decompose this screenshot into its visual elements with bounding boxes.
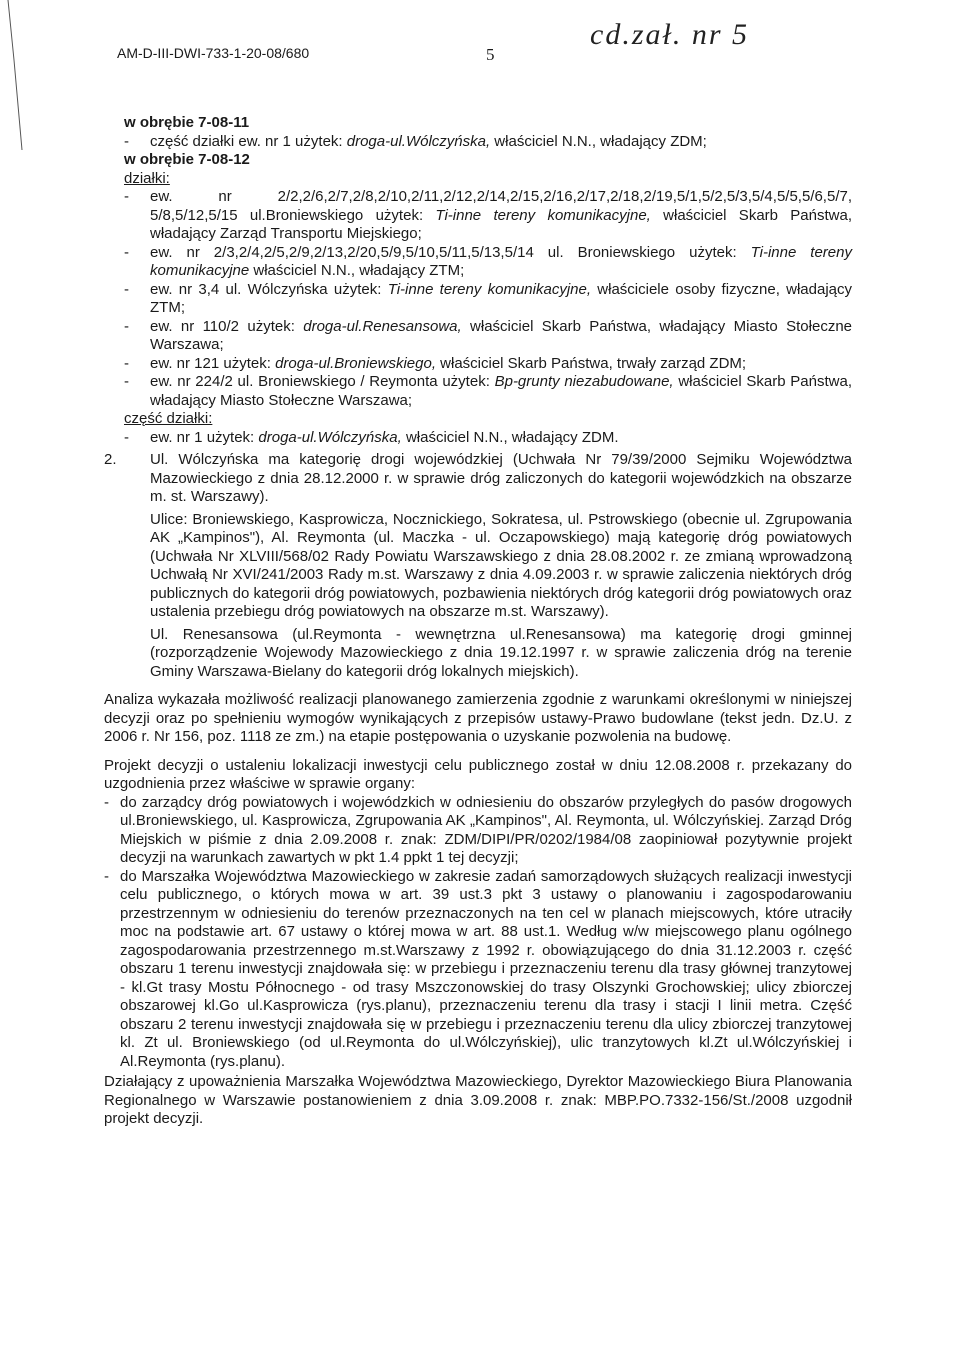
final-paragraph: Działający z upoważnienia Marszałka Województwa Mazowieckiego, Dyrektor Mazowieckiego Biura Planowania Regionalnego w Warszawie postanowieniem z dnia 3.09.2008 r. znak: MBP.PO.7332-156/St./2008 uzgodnił projekt decyzji. <box>104 1073 852 1127</box>
projekt-intro: Projekt decyzji o ustaleniu lokalizacji inwestycji celu publicznego został w dniu 12.08.2008 r. przekazany do uzgodnienia przez właściwe w sprawie organy: <box>104 756 852 792</box>
point-number: 2. <box>104 451 117 468</box>
document-reference: AM-D-III-DWI-733-1-20-08/680 <box>117 45 310 61</box>
list-item: - ew. nr 2/3,2/4,2/5,2/9,2/13,2/20,5/9,5/10,5/11,5/13,5/14 ul. Broniewskiego użytek: Ti-inne tereny komunikacyjne właściciel N.N., władający ZTM; <box>124 243 852 279</box>
list-item: - ew. nr 3,4 ul. Wólczyńska użytek: Ti-inne tereny komunikacyjne, właściciele osoby fizyczne, władający ZTM; <box>124 280 853 316</box>
handwritten-note: cd.zał. nr 5 <box>590 18 749 51</box>
list-item: - ew. nr 121 użytek: droga-ul.Broniewskiego, właściciel Skarb Państwa, trwały zarząd ZDM; <box>124 354 747 372</box>
point-2-paragraph-1: Ul. Wólczyńska ma kategorię drogi wojewódzkiej (Uchwała Nr 79/39/2000 Sejmiku Województwa Mazowieckiego z dnia 28.12.2000 r. w sprawie dróg zaliczonych do kategorii wojewódzkich na obszarze m. st. Warszawy). <box>150 451 852 505</box>
analiza-paragraph: Analiza wykazała możliwość realizacji planowanego zamierzenia zgodnie z warunkami określonymi w niniejszej decyzji oraz po spełnieniu wymogów wynikających z przepisów ustawy-Prawo budowlane (tekst jedn. Dz.U. z 2006 r. Nr 156, poz. 1118 ze zm.) na etapie postępowania o uzyskanie pozwolenia na budowę. <box>104 691 852 745</box>
heading-obreb-7-08-11: w obrębie 7-08-11 <box>124 114 250 131</box>
page-number: 5 <box>486 45 495 64</box>
list-item: - ew. nr 110/2 użytek: droga-ul.Renesansowa, właściciel Skarb Państwa, władający Miasto Stołeczne Warszawa; <box>124 317 853 353</box>
point-2 <box>104 451 852 681</box>
list-item: - ew. nr 1 użytek: droga-ul.Wólczyńska, właściciel N.N., władający ZDM. <box>124 428 619 446</box>
document-body <box>104 114 853 1129</box>
list-item: - część działki ew. nr 1 użytek: droga-ul.Wólczyńska, właściciel N.N., władający ZDM; <box>124 132 707 150</box>
point-2-paragraph-3: Ul. Renesansowa (ul.Reymonta - wewnętrzna ul.Renesansowa) ma kategorię drogi gminnej (rozporządzenie Wojewody Mazowieckiego z dnia 19.12.1997 r. w sprawie zaliczenia dróg na terenie Gminy Warszawa-Bielany do kategorii dróg lokalnych miejskich). <box>150 625 852 680</box>
list-item: - ew. nr 2/2,2/6,2/7,2/8,2/10,2/11,2/12,2/14,2/15,2/16,2/17,2/18,2/19,5/1,5/2,5/3,5/4,5/5,5/6,5/7, 5/8,5/12,5/15 ul.Broniewskiego użytek: Ti-inne tereny komunikacyjne, właściciel Skarb Państwa, władający Zarząd Transportu Miejskiego; <box>124 188 853 242</box>
czesc-dzialki-label: część działki: <box>124 410 213 427</box>
list-item: - ew. nr 224/2 ul. Broniewskiego / Reymonta użytek: Bp-grunty niezabudowane, właściciel Skarb Państwa, władający Miasto Stołeczne Warszawa; <box>124 373 852 409</box>
dzialki-label: działki: <box>124 169 170 187</box>
heading-obreb-7-08-12: w obrębie 7-08-12 <box>124 151 250 168</box>
list-item: - do zarządcy dróg powiatowych i wojewódzkich w odniesieniu do obszarów przyległych do pasów drogowych ul.Broniewskiego, ul. Kasprowicza, Zgrupowania AK „Kampinos", Al. Reymonta, ul. Wólczyńskiej. Zarząd Dróg Miejskich w piśmie z dnia 2.09.2008 r. znak: ZDM/DIPI/PR/0202/1984/08 zaopiniował pozytywnie projekt decyzji na warunkach zawartych w pkt 1.4 ppkt 1 tej decyzji; <box>104 793 852 866</box>
margin-stroke <box>0 0 40 160</box>
point-2-paragraph-2: Ulice: Broniewskiego, Kasprowicza, Nocznickiego, Sokratesa, ul. Pstrowskiego (obecnie ul. Zgrupowania AK „Kampinos"), Al. Reymonta (ul. Maczka - ul. Oczapowskiego) mają kategorię dróg powiatowych (Uchwała Nr XLVIII/568/02 Rady Powiatu Warszawskiego z dnia 28.08.2002 r. ze zmianą wprowadzoną Uchwałą Nr XVI/241/2003 Rady m.st. Warszawy z dnia 4.09.2003 r. w sprawie zaliczenia niektórych dróg publicznych do kategorii dróg powiatowych, pozbawienia niektórych dróg kategorii dróg powiatowych oraz ustalenia przebiegu dróg powiatowych na obszarze m.st. Warszawy). <box>150 510 852 620</box>
list-item: - do Marszałka Województwa Mazowieckiego w zakresie zadań samorządowych służących realizacji inwestycji celu publicznego, o których mowa w art. 39 ust.3 pkt 3 ustawy o planowaniu i zagospodarowaniu przestrzennym w odniesieniu do terenów przeznaczonych na ten cel w planach miejscowych, które utraciły moc na podstawie art. 67 ustawy o której mowa w art. 88 ust.1. Według w/w miejscowego planu ogólnego zagospodarowania przestrzennego m.st.Warszawy z 1992 r. obowiązującego do dnia 31.12.2003 r. część obszaru 1 terenu inwestycji znajdowała się: w przebiegu i przeznaczeniu terenu dla trasy głównej tranzytowej - kl.Gt trasy Mostu Północnego - od trasy Mszczonowskiej do trasy Olszynki Grochowskiej; ulicy zbiorczej obszarowej kl.Go ul.Kasprowicza (rys.planu), przeznaczeniu terenu dla trasy i stacji I linii metra. Część obszaru 2 terenu inwestycji znajdowała się w przebiegu i przeznaczeniu terenu dla ulicy zbiorczej tranzytowej kl. Zt ul. Broniewskiego (od ul.Reymonta do ul.Wólczyńskiej), ulic tranzytowych kl.Zt ul.Wólczyńskiej i Al.Reymonta (rys.planu). <box>104 867 852 1070</box>
